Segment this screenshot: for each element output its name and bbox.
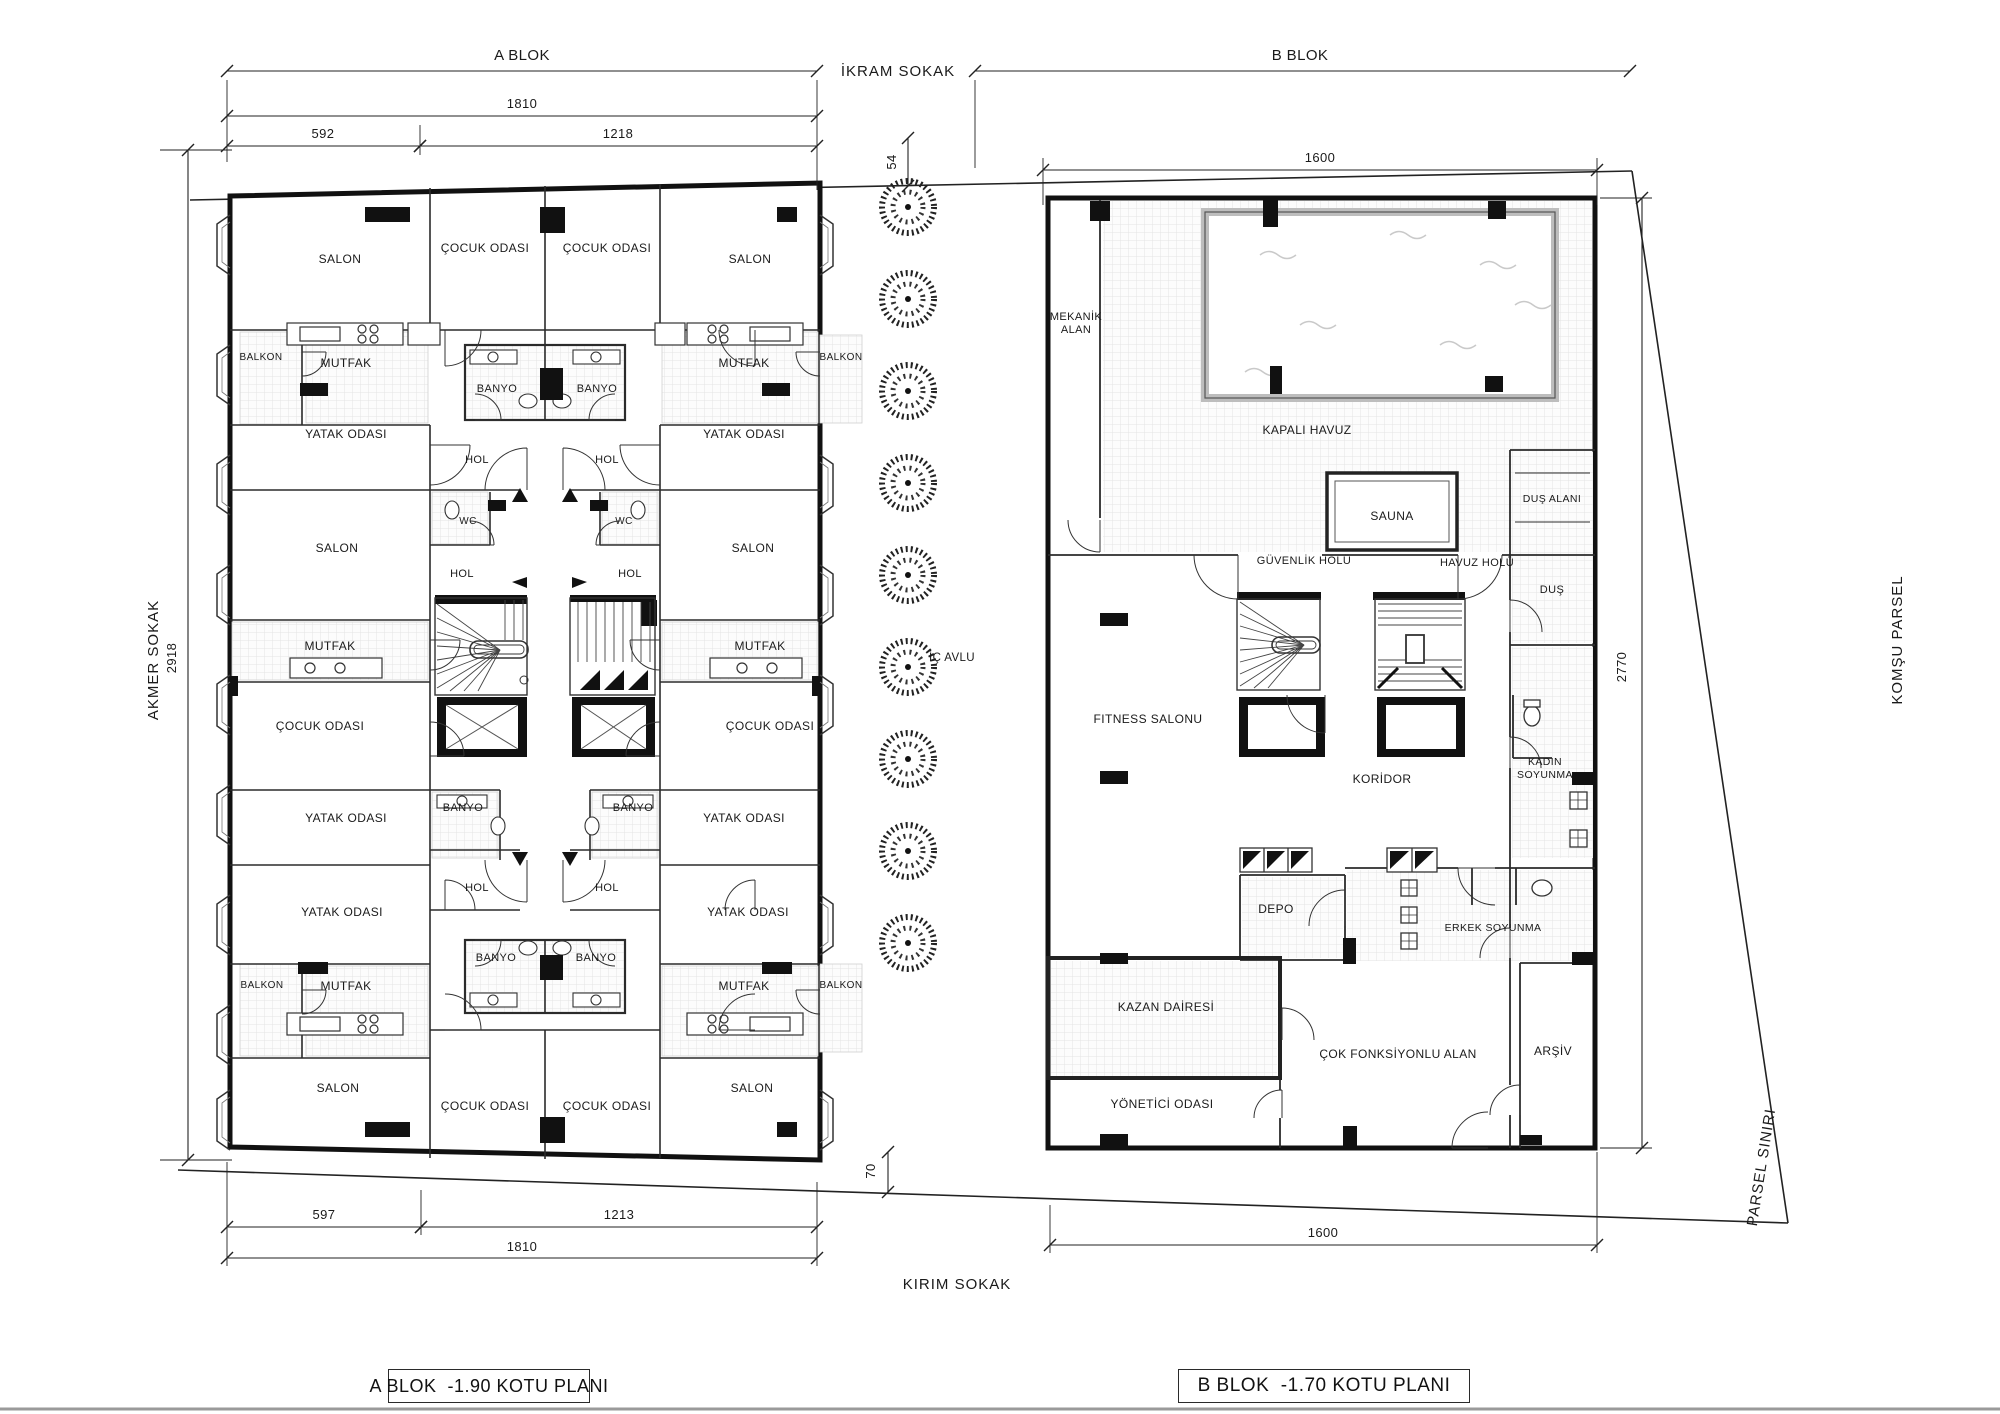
- a-block: [217, 183, 862, 1160]
- room-mutfak: MUTFAK: [304, 639, 356, 653]
- room-ar-i-v: ARŞİV: [1533, 1044, 1573, 1058]
- b-plan-title: B BLOK -1.70 KOTU PLANI: [1197, 1375, 1451, 1396]
- tree: [882, 825, 934, 877]
- room-ocuk-odasi: ÇOCUK ODASI: [440, 1099, 530, 1113]
- a-plan-title-box: [369, 1369, 609, 1403]
- room-wc: WC: [615, 516, 633, 527]
- room-banyo: BANYO: [476, 383, 518, 395]
- parsel-siniri: PARSEL SINIRI: [1743, 1107, 1780, 1228]
- room-banyo: BANYO: [575, 952, 617, 964]
- dim-1600: 1600: [1304, 150, 1336, 165]
- dim-1213: 1213: [603, 1207, 635, 1222]
- room-havuz-hol: HAVUZ HOLÜ: [1439, 557, 1515, 569]
- room-sauna: SAUNA: [1370, 509, 1414, 523]
- room-ocuk-odasi: ÇOCUK ODASI: [275, 719, 365, 733]
- ikram-sokak: İKRAM SOKAK: [840, 63, 956, 80]
- dim-1810: 1810: [506, 1239, 538, 1254]
- room-mutfak: MUTFAK: [320, 356, 372, 370]
- pool: [1205, 212, 1555, 398]
- dim-597: 597: [312, 1207, 336, 1222]
- room-yatak-odasi: YATAK ODASI: [305, 811, 387, 825]
- room-salon: SALON: [315, 541, 359, 555]
- room-ocuk-odasi: ÇOCUK ODASI: [725, 719, 815, 733]
- room-balkon: BALKON: [819, 352, 863, 363]
- komsu-parsel: KOMŞU PARSEL: [1889, 575, 1906, 705]
- a-plan-title: A BLOK -1.90 KOTU PLANI: [369, 1375, 609, 1396]
- room-hol: HOL: [465, 882, 489, 894]
- dim-1218: 1218: [602, 126, 634, 141]
- akmer-sokak: AKMER SOKAK: [145, 599, 162, 721]
- room-kapali-havuz: KAPALI HAVUZ: [1262, 423, 1352, 437]
- room-ocuk-odasi: ÇOCUK ODASI: [562, 1099, 652, 1113]
- room-mutfak: MUTFAK: [718, 356, 770, 370]
- tree: [882, 641, 934, 693]
- room-salon: SALON: [731, 541, 775, 555]
- room-kori-dor: KORİDOR: [1352, 772, 1412, 786]
- b-plan-title-box: [1178, 1369, 1470, 1403]
- dim-70: 70: [863, 1163, 878, 1179]
- room-hol: HOL: [465, 454, 489, 466]
- tree: [882, 457, 934, 509]
- courtyard-i-avlu: İÇ AVLU: [928, 652, 976, 664]
- room-hol: HOL: [595, 882, 619, 894]
- tree: [882, 181, 934, 233]
- tree: [882, 917, 934, 969]
- dim-1810: 1810: [506, 96, 538, 111]
- dim-1600: 1600: [1307, 1225, 1339, 1240]
- room-y-neti-ci-odasi: YÖNETİCİ ODASI: [1110, 1097, 1214, 1111]
- room-g-venli-k-hol: GÜVENLİK HOLÜ: [1256, 555, 1352, 567]
- room-wc: WC: [459, 516, 477, 527]
- tree: [882, 733, 934, 785]
- room-mutfak: MUTFAK: [320, 979, 372, 993]
- room-balkon: BALKON: [819, 980, 863, 991]
- tree: [882, 365, 934, 417]
- room-depo: DEPO: [1258, 902, 1294, 916]
- room-yatak-odasi: YATAK ODASI: [301, 905, 383, 919]
- room-salon: SALON: [730, 1081, 774, 1095]
- room-mekani-k-alan: MEKANİK ALAN: [1049, 311, 1103, 336]
- room-mutfak: MUTFAK: [734, 639, 786, 653]
- room-kadin-soyunma: KADIN SOYUNMA: [1517, 756, 1573, 781]
- room-salon: SALON: [318, 252, 362, 266]
- room-yatak-odasi: YATAK ODASI: [703, 427, 785, 441]
- room-yatak-odasi: YATAK ODASI: [707, 905, 789, 919]
- room-ocuk-odasi: ÇOCUK ODASI: [440, 241, 530, 255]
- room-ok-fonksi-yonlu-alan: ÇOK FONKSİYONLU ALAN: [1319, 1047, 1477, 1061]
- room-mutfak: MUTFAK: [718, 979, 770, 993]
- room-banyo: BANYO: [576, 383, 618, 395]
- room-du: DUŞ: [1539, 584, 1565, 596]
- elevator-a-left: [437, 697, 527, 757]
- room-du-alani: DUŞ ALANI: [1522, 493, 1582, 505]
- room-banyo: BANYO: [612, 802, 654, 814]
- room-hol: HOL: [595, 454, 619, 466]
- room-erkek-soyunma: ERKEK SOYUNMA: [1444, 922, 1542, 934]
- tree: [882, 273, 934, 325]
- dim-2770: 2770: [1614, 651, 1629, 683]
- a-blok-caption: A BLOK: [494, 47, 550, 64]
- dim-2918: 2918: [164, 642, 179, 674]
- b-blok-caption: B BLOK: [1271, 47, 1329, 64]
- tree: [882, 549, 934, 601]
- room-kazan-dai-resi: KAZAN DAİRESİ: [1117, 1000, 1215, 1014]
- room-yatak-odasi: YATAK ODASI: [305, 427, 387, 441]
- room-banyo: BANYO: [475, 952, 517, 964]
- room-ocuk-odasi: ÇOCUK ODASI: [562, 241, 652, 255]
- room-salon: SALON: [316, 1081, 360, 1095]
- room-banyo: BANYO: [442, 802, 484, 814]
- kirim-sokak: KIRIM SOKAK: [902, 1276, 1012, 1293]
- room-fitness-salonu: FITNESS SALONU: [1093, 712, 1203, 726]
- room-balkon: BALKON: [239, 352, 283, 363]
- room-salon: SALON: [728, 252, 772, 266]
- dim-592: 592: [311, 126, 335, 141]
- courtyard-trees: [882, 181, 934, 969]
- room-balkon: BALKON: [240, 980, 284, 991]
- room-hol: HOL: [618, 568, 642, 580]
- dim-54: 54: [884, 154, 899, 170]
- room-hol: HOL: [450, 568, 474, 580]
- room-yatak-odasi: YATAK ODASI: [703, 811, 785, 825]
